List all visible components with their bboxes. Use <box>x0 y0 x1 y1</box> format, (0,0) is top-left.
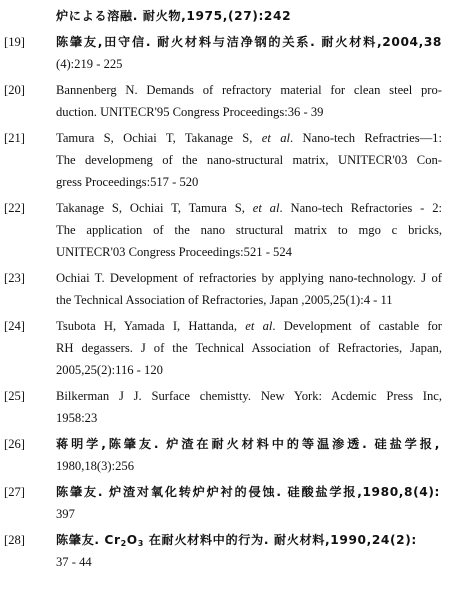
ref-28-number: [28] <box>4 533 25 547</box>
ref-24-line-3: 2005,25(2):116 - 120 <box>56 363 163 377</box>
ref-28-formula-o: O <box>126 533 138 547</box>
ref-27-number: [27] <box>4 485 25 499</box>
ref-20-line-1: Bannenberg N. Demands of refractory material for clean steel pro- <box>56 83 442 97</box>
ref-19-line-2: (4):219 - 225 <box>56 57 123 71</box>
ref-25-line-1: Bilkerman J J. Surface chemistty. New York: Acdemic Press Inc, <box>56 389 442 403</box>
ref-24-title: . Development of castable for <box>272 319 442 333</box>
ref-24-number: [24] <box>4 319 25 333</box>
ref-25-line-2: 1958:23 <box>56 411 98 425</box>
ref-22-line-2: The application of the nano structural matrix to mgo c bricks, <box>56 223 442 237</box>
ref-27-line-2: 397 <box>56 507 75 521</box>
ref-28-title: 在耐火材料中的行为. 耐火材料,1990,24(2): <box>143 533 417 547</box>
ref-23-line-2: the Technical Association of Refractories, Japan ,2005,25(1):4 - 11 <box>56 293 393 307</box>
ref-18-continuation: 炉による溶融. 耐火物,1975,(27):242 <box>56 9 292 23</box>
ref-21-authors: Tamura S, Ochiai T, Takanage S, <box>56 131 262 145</box>
ref-21-line-3: gress Proceedings:517 - 520 <box>56 175 199 189</box>
ref-24-line-1 <box>56 318 442 334</box>
ref-20-number: [20] <box>4 83 25 97</box>
ref-23-number: [23] <box>4 271 25 285</box>
ref-21-et-al: et al <box>261 131 291 145</box>
ref-24-et-al: et al <box>245 319 273 333</box>
ref-21-line-1 <box>56 130 442 146</box>
ref-21-line-2: The developmeng of the nano-structural matrix, UNITECR'03 Con- <box>56 153 442 167</box>
ref-28-line-2: 37 - 44 <box>56 555 92 569</box>
ref-22-title: . Nano-tech Refractories - 2: <box>279 201 442 215</box>
ref-25-number: [25] <box>4 389 25 403</box>
ref-24-line-2: RH degassers. J of the Technical Association of Refractories, Japan, <box>56 341 442 355</box>
ref-19-number: [19] <box>4 35 25 49</box>
ref-28-subscript-3: 3 <box>137 539 144 548</box>
ref-22-authors: Takanage S, Ochiai T, Tamura S, <box>56 201 253 215</box>
ref-22-line-3: UNITECR'03 Congress Proceedings:521 - 524 <box>56 245 292 259</box>
ref-28-subscript-2: 2 <box>120 539 127 548</box>
ref-22-et-al: et al <box>252 201 280 215</box>
ref-19-line-1: 陈肇友,田守信. 耐火材料与洁净钢的关系. 耐火材料,2004,38 <box>56 35 442 49</box>
ref-26-line-2: 1980,18(3):256 <box>56 459 135 473</box>
ref-21-title: . Nano-tech Refractries—1: <box>290 131 442 145</box>
ref-28-author-formula: 陈肇友. Cr <box>56 533 121 547</box>
ref-22-number: [22] <box>4 201 25 215</box>
ref-20-line-2: duction. UNITECR'95 Congress Proceedings:36 - 39 <box>56 105 324 119</box>
ref-28-line-1 <box>56 532 440 548</box>
ref-26-line-1: 蒋明学,陈肇友. 炉渣在耐火材料中的等温渗透. 硅盐学报, <box>56 437 440 451</box>
ref-23-line-1: Ochiai T. Development of refractories by applying nano-technology. J of <box>56 271 442 285</box>
ref-27-line-1: 陈肇友. 炉渣对氧化转炉炉衬的侵蚀. 硅酸盐学报,1980,8(4): <box>56 485 440 499</box>
ref-24-authors: Tsubota H, Yamada I, Hattanda, <box>56 319 246 333</box>
ref-21-number: [21] <box>4 131 25 145</box>
ref-22-line-1 <box>56 200 442 216</box>
ref-26-number: [26] <box>4 437 25 451</box>
